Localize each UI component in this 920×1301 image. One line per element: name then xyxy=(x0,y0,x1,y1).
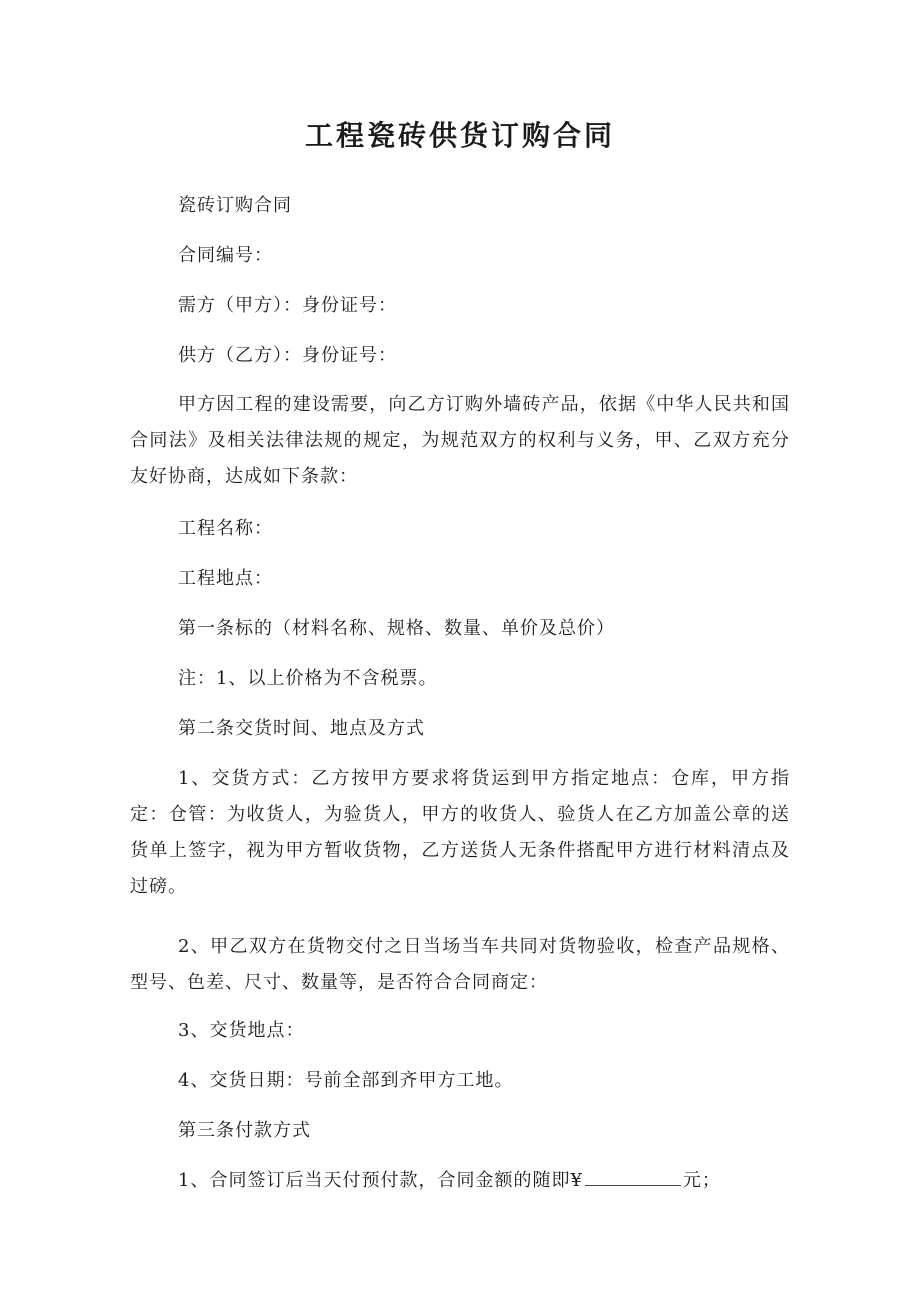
paragraph-delivery-date: 4、交货日期：号前全部到齐甲方工地。 xyxy=(178,1070,514,1091)
paragraph-article-1: 第一条标的（材料名称、规格、数量、单价及总价） xyxy=(178,618,615,639)
amount-blank xyxy=(585,1169,681,1186)
paragraph-note: 注：1、以上价格为不含税票。 xyxy=(178,668,438,689)
paragraph-project-name: 工程名称： xyxy=(178,518,273,539)
paragraph-project-location: 工程地点： xyxy=(178,568,273,589)
payment-prefix: 1、合同签订后当天付预付款，合同金额的随即¥ xyxy=(178,1170,583,1191)
document-title: 工程瓷砖供货订购合同 xyxy=(304,119,615,152)
paragraph-contract-number: 合同编号： xyxy=(178,245,273,266)
paragraph-subtitle: 瓷砖订购合同 xyxy=(178,195,292,216)
paragraph-article-3: 第三条付款方式 xyxy=(178,1120,311,1141)
paragraph-payment-1 xyxy=(130,1163,790,1199)
paragraph-delivery-method: 1、交货方式：乙方按甲方要求将货运到甲方指定地点：仓库，甲方指定：仓管：为收货人，为验货人，甲方的收货人、验货人在乙方加盖公章的送货单上签字，视为甲方暂收货物，乙方送货人无条件搭配甲方进行材料清点及过磅。 xyxy=(130,768,790,897)
paragraph-preamble: 甲方因工程的建设需要，向乙方订购外墙砖产品，依据《中华人民共和国合同法》及相关法律法规的规定，为规范双方的权利与义务，甲、乙双方充分友好协商，达成如下条款： xyxy=(130,394,790,487)
payment-suffix: 元； xyxy=(682,1170,721,1191)
paragraph-delivery-location: 3、交货地点： xyxy=(178,1020,305,1041)
paragraph-article-2: 第二条交货时间、地点及方式 xyxy=(178,718,425,739)
paragraph-buyer: 需方（甲方）：身份证号： xyxy=(178,295,397,316)
paragraph-supplier: 供方（乙方）：身份证号： xyxy=(178,345,397,366)
paragraph-inspection: 2、甲乙双方在货物交付之日当场当车共同对货物验收，检查产品规格、型号、色差、尺寸、数量等，是否符合合同商定： xyxy=(130,936,790,993)
